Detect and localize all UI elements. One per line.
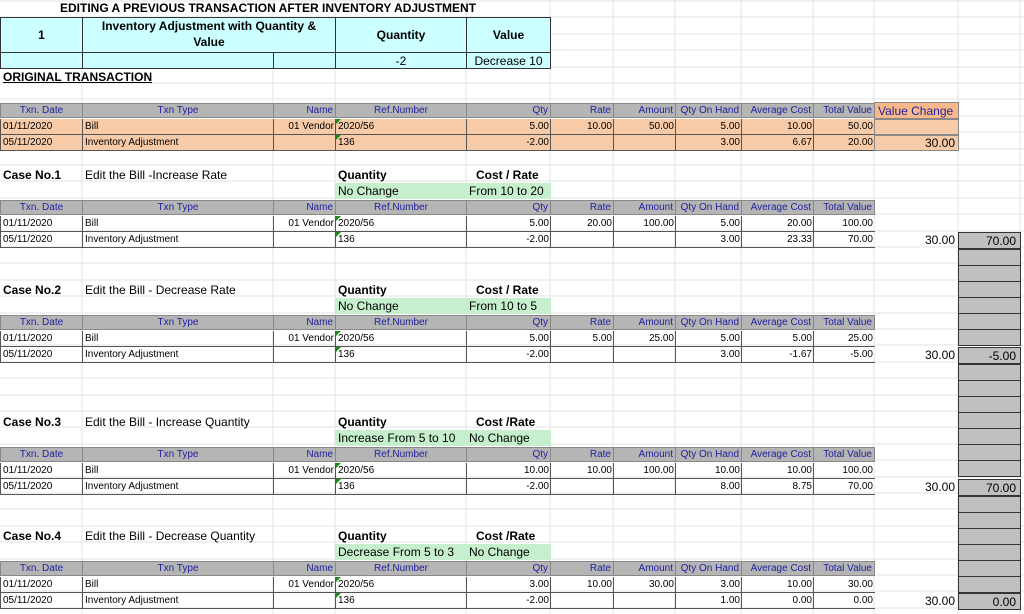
result-column-cell [958, 281, 1021, 298]
case2-header-name: Name [273, 315, 336, 330]
original-header-average-cost: Average Cost [741, 103, 814, 118]
case3-cell-qty-on-hand: 8.00 [675, 479, 742, 495]
case4-cell-txn-date: 01/11/2020 [0, 577, 83, 593]
case4-cell-qty-on-hand: 3.00 [675, 577, 742, 593]
case2-description: Edit the Bill - Decrease Rate [85, 283, 236, 297]
case4-cell-ref-number: 136 [335, 593, 467, 609]
case2-header-amount: Amount [613, 315, 676, 330]
sheet-title: EDITING A PREVIOUS TRANSACTION AFTER INVENTORY ADJUSTMENT [60, 2, 477, 15]
original-header-amount: Amount [613, 103, 676, 118]
case3-cost-change: No Change [466, 430, 551, 446]
case1-result-value: 70.00 [958, 232, 1021, 249]
case2-quantity-change: No Change [335, 298, 467, 314]
case4-header-txn-date: Txn. Date [0, 561, 83, 576]
original-cell-ref-number: 136 [335, 135, 467, 151]
case2-cell-average-cost: -1.67 [741, 347, 814, 363]
original-cell-txn-date: 01/11/2020 [0, 119, 83, 135]
case2-cell-name [273, 347, 336, 363]
value-value-cell: Decrease 10 [466, 52, 551, 69]
quantity-value-cell: -2 [335, 52, 467, 69]
case1-cell-ref-number: 136 [335, 232, 467, 248]
case2-header-txn-type: Txn Type [82, 315, 274, 330]
case1-header-amount: Amount [613, 200, 676, 215]
original-cell-average-cost: 10.00 [741, 119, 814, 135]
case4-header-rate: Rate [550, 561, 614, 576]
case3-cell-ref-number: 136 [335, 479, 467, 495]
case3-value-change: 30.00 [924, 480, 955, 494]
case4-cell-qty: 3.00 [466, 577, 551, 593]
quantity-label-cell: Quantity [335, 17, 467, 53]
case1-header-qty: Qty [466, 200, 551, 215]
case4-cell-qty: -2.00 [466, 593, 551, 609]
result-column-cell [958, 412, 1021, 429]
case2-cost-change: From 10 to 5 [466, 298, 551, 314]
case3-header-qty-on-hand: Qty On Hand [675, 447, 742, 462]
case4-cell-rate [550, 593, 614, 609]
original-cell-rate [550, 135, 614, 151]
case1-cell-qty-on-hand: 3.00 [675, 232, 742, 248]
case1-cost-heading: Cost / Rate [476, 168, 539, 182]
case4-value-change: 30.00 [924, 594, 955, 608]
case3-cell-txn-type: Inventory Adjustment [82, 479, 274, 495]
case4-quantity-heading: Quantity [338, 529, 387, 543]
case1-header-ref-number: Ref.Number [335, 200, 467, 215]
case3-cell-rate: 10.00 [550, 463, 614, 479]
case1-header-average-cost: Average Cost [741, 200, 814, 215]
original-transaction-label: ORIGINAL TRANSACTION [3, 71, 153, 84]
case2-cell-name: 01 Vendor [273, 331, 336, 347]
comment-marker-icon [336, 331, 341, 336]
value-label-cell: Value [466, 17, 551, 53]
case3-header-qty: Qty [466, 447, 551, 462]
case1-quantity-change: No Change [335, 183, 467, 199]
original-cell-name [273, 135, 336, 151]
adjustment-description-cell: Inventory Adjustment with Quantity & Value [82, 17, 336, 53]
case2-cell-txn-date: 01/11/2020 [0, 331, 83, 347]
case3-cell-qty: 10.00 [466, 463, 551, 479]
case1-description: Edit the Bill -Increase Rate [85, 168, 228, 182]
case3-quantity-heading: Quantity [338, 415, 387, 429]
result-column-cell [958, 329, 1021, 346]
original-cell-ref-number: 2020/56 [335, 119, 467, 135]
original-cell-qty: 5.00 [466, 119, 551, 135]
case4-quantity-change: Decrease From 5 to 3 [335, 544, 467, 560]
case1-cell-txn-type: Inventory Adjustment [82, 232, 274, 248]
empty-cyan-cell [273, 52, 336, 69]
case4-cell-rate: 10.00 [550, 577, 614, 593]
case3-cell-qty-on-hand: 10.00 [675, 463, 742, 479]
case3-cell-average-cost: 8.75 [741, 479, 814, 495]
case3-cell-amount: 100.00 [613, 463, 676, 479]
case2-cell-qty-on-hand: 5.00 [675, 331, 742, 347]
case2-cell-qty: -2.00 [466, 347, 551, 363]
result-column-cell [958, 544, 1021, 561]
case1-header-rate: Rate [550, 200, 614, 215]
case3-cell-qty: -2.00 [466, 479, 551, 495]
original-value-change-cell: 30.00 [874, 135, 959, 151]
case2-cell-ref-number: 136 [335, 347, 467, 363]
case3-header-name: Name [273, 447, 336, 462]
original-header-txn-type: Txn Type [82, 103, 274, 118]
result-column-cell [958, 265, 1021, 282]
case2-label: Case No.2 [3, 283, 62, 297]
case4-cell-txn-type: Bill [82, 577, 274, 593]
case4-header-qty: Qty [466, 561, 551, 576]
result-column-cell [958, 528, 1021, 545]
comment-marker-icon [336, 216, 341, 221]
case4-cell-name [273, 593, 336, 609]
case4-cell-amount [613, 593, 676, 609]
case3-result-value: 70.00 [958, 479, 1021, 496]
original-header-txn-date: Txn. Date [0, 103, 83, 118]
case2-cell-ref-number: 2020/56 [335, 331, 467, 347]
case2-header-average-cost: Average Cost [741, 315, 814, 330]
case2-cell-qty-on-hand: 3.00 [675, 347, 742, 363]
result-column-cell [958, 313, 1021, 330]
case1-cell-total-value: 70.00 [813, 232, 875, 248]
case4-cell-txn-type: Inventory Adjustment [82, 593, 274, 609]
result-column-cell [958, 297, 1021, 314]
result-column-cell [958, 249, 1021, 266]
case1-cell-average-cost: 20.00 [741, 216, 814, 232]
case2-cell-total-value: -5.00 [813, 347, 875, 363]
case1-cell-amount [613, 232, 676, 248]
case4-cell-average-cost: 0.00 [741, 593, 814, 609]
case3-cost-heading: Cost /Rate [476, 415, 536, 429]
case2-cost-heading: Cost / Rate [476, 283, 539, 297]
case3-cell-txn-type: Bill [82, 463, 274, 479]
original-header-rate: Rate [550, 103, 614, 118]
case1-cell-total-value: 100.00 [813, 216, 875, 232]
case3-quantity-change: Increase From 5 to 10 [335, 430, 467, 446]
case2-header-txn-date: Txn. Date [0, 315, 83, 330]
case4-cell-average-cost: 10.00 [741, 577, 814, 593]
case4-cost-heading: Cost /Rate [476, 529, 536, 543]
result-column-cell [958, 396, 1021, 413]
case1-header-qty-on-hand: Qty On Hand [675, 200, 742, 215]
result-column-cell [958, 428, 1021, 445]
case2-cell-qty: 5.00 [466, 331, 551, 347]
result-column-cell [958, 512, 1021, 529]
comment-marker-icon [336, 593, 341, 598]
case3-cell-amount [613, 479, 676, 495]
result-column-cell [958, 576, 1021, 593]
case4-header-qty-on-hand: Qty On Hand [675, 561, 742, 576]
case3-cell-name [273, 479, 336, 495]
case1-cost-change: From 10 to 20 [466, 183, 551, 199]
case4-label: Case No.4 [3, 529, 62, 543]
case4-cell-total-value: 30.00 [813, 577, 875, 593]
case2-header-ref-number: Ref.Number [335, 315, 467, 330]
case4-header-amount: Amount [613, 561, 676, 576]
case4-header-ref-number: Ref.Number [335, 561, 467, 576]
case1-value-change: 30.00 [924, 233, 955, 247]
original-cell-qty-on-hand: 5.00 [675, 119, 742, 135]
original-header-ref-number: Ref.Number [335, 103, 467, 118]
result-column-cell [958, 560, 1021, 577]
case4-cell-qty-on-hand: 1.00 [675, 593, 742, 609]
case3-header-average-cost: Average Cost [741, 447, 814, 462]
case-number-cell: 1 [0, 17, 83, 53]
case2-cell-txn-type: Inventory Adjustment [82, 347, 274, 363]
result-column-cell [958, 496, 1021, 513]
case3-header-rate: Rate [550, 447, 614, 462]
original-cell-name: 01 Vendor [273, 119, 336, 135]
case1-header-txn-type: Txn Type [82, 200, 274, 215]
original-value-change-empty [874, 119, 959, 135]
original-header-total-value: Total Value [813, 103, 875, 118]
case4-description: Edit the Bill - Decrease Quantity [85, 529, 256, 543]
original-cell-txn-type: Inventory Adjustment [82, 135, 274, 151]
case3-label: Case No.3 [3, 415, 62, 429]
result-column-cell [958, 380, 1021, 397]
case3-cell-rate [550, 479, 614, 495]
comment-marker-icon [336, 347, 341, 352]
case2-cell-txn-type: Bill [82, 331, 274, 347]
case3-cell-txn-date: 01/11/2020 [0, 463, 83, 479]
case2-result-value: -5.00 [958, 347, 1021, 364]
case2-header-rate: Rate [550, 315, 614, 330]
case3-header-amount: Amount [613, 447, 676, 462]
case2-header-qty: Qty [466, 315, 551, 330]
case3-cell-average-cost: 10.00 [741, 463, 814, 479]
case2-cell-amount: 25.00 [613, 331, 676, 347]
case3-cell-total-value: 100.00 [813, 463, 875, 479]
case4-header-name: Name [273, 561, 336, 576]
case4-cell-name: 01 Vendor [273, 577, 336, 593]
case1-cell-qty-on-hand: 5.00 [675, 216, 742, 232]
original-cell-qty-on-hand: 3.00 [675, 135, 742, 151]
case2-cell-amount [613, 347, 676, 363]
case1-cell-rate [550, 232, 614, 248]
comment-marker-icon [336, 135, 341, 140]
original-cell-txn-type: Bill [82, 119, 274, 135]
case3-cell-ref-number: 2020/56 [335, 463, 467, 479]
comment-marker-icon [336, 479, 341, 484]
case4-cell-txn-date: 05/11/2020 [0, 593, 83, 609]
case4-header-total-value: Total Value [813, 561, 875, 576]
case3-cell-total-value: 70.00 [813, 479, 875, 495]
case2-cell-txn-date: 05/11/2020 [0, 347, 83, 363]
value-change-header: Value Change [874, 102, 959, 119]
case2-cell-total-value: 25.00 [813, 331, 875, 347]
original-header-qty-on-hand: Qty On Hand [675, 103, 742, 118]
original-cell-qty: -2.00 [466, 135, 551, 151]
case1-header-txn-date: Txn. Date [0, 200, 83, 215]
case1-cell-ref-number: 2020/56 [335, 216, 467, 232]
case3-cell-name: 01 Vendor [273, 463, 336, 479]
case1-cell-average-cost: 23.33 [741, 232, 814, 248]
case3-cell-txn-date: 05/11/2020 [0, 479, 83, 495]
case2-header-total-value: Total Value [813, 315, 875, 330]
original-cell-txn-date: 05/11/2020 [0, 135, 83, 151]
case3-header-total-value: Total Value [813, 447, 875, 462]
case4-header-average-cost: Average Cost [741, 561, 814, 576]
original-cell-rate: 10.00 [550, 119, 614, 135]
comment-marker-icon [336, 463, 341, 468]
comment-marker-icon [336, 232, 341, 237]
case4-cell-amount: 30.00 [613, 577, 676, 593]
original-cell-amount [613, 135, 676, 151]
case2-quantity-heading: Quantity [338, 283, 387, 297]
original-cell-amount: 50.00 [613, 119, 676, 135]
case3-description: Edit the Bill - Increase Quantity [85, 415, 250, 429]
case1-header-name: Name [273, 200, 336, 215]
original-header-qty: Qty [466, 103, 551, 118]
result-column-cell [958, 460, 1021, 477]
case1-cell-qty: 5.00 [466, 216, 551, 232]
case2-value-change: 30.00 [924, 348, 955, 362]
case2-cell-average-cost: 5.00 [741, 331, 814, 347]
case1-cell-name: 01 Vendor [273, 216, 336, 232]
case1-cell-amount: 100.00 [613, 216, 676, 232]
case1-cell-txn-date: 05/11/2020 [0, 232, 83, 248]
case3-header-txn-date: Txn. Date [0, 447, 83, 462]
case1-cell-rate: 20.00 [550, 216, 614, 232]
result-column-cell [958, 444, 1021, 461]
original-cell-total-value: 50.00 [813, 119, 875, 135]
original-header-name: Name [273, 103, 336, 118]
case1-quantity-heading: Quantity [338, 168, 387, 182]
case1-cell-name [273, 232, 336, 248]
original-cell-total-value: 20.00 [813, 135, 875, 151]
case4-result-value: 0.00 [958, 593, 1021, 610]
case4-cost-change: No Change [466, 544, 551, 560]
case3-header-ref-number: Ref.Number [335, 447, 467, 462]
empty-cyan-cell [0, 52, 83, 69]
case1-header-total-value: Total Value [813, 200, 875, 215]
case2-header-qty-on-hand: Qty On Hand [675, 315, 742, 330]
result-column-cell [958, 364, 1021, 381]
case2-cell-rate [550, 347, 614, 363]
case4-header-txn-type: Txn Type [82, 561, 274, 576]
case1-label: Case No.1 [3, 168, 62, 182]
case1-cell-txn-date: 01/11/2020 [0, 216, 83, 232]
comment-marker-icon [336, 119, 341, 124]
case1-cell-qty: -2.00 [466, 232, 551, 248]
case2-cell-rate: 5.00 [550, 331, 614, 347]
case4-cell-total-value: 0.00 [813, 593, 875, 609]
case4-cell-ref-number: 2020/56 [335, 577, 467, 593]
comment-marker-icon [336, 577, 341, 582]
original-cell-average-cost: 6.67 [741, 135, 814, 151]
empty-cyan-cell [82, 52, 274, 69]
case1-cell-txn-type: Bill [82, 216, 274, 232]
case3-header-txn-type: Txn Type [82, 447, 274, 462]
